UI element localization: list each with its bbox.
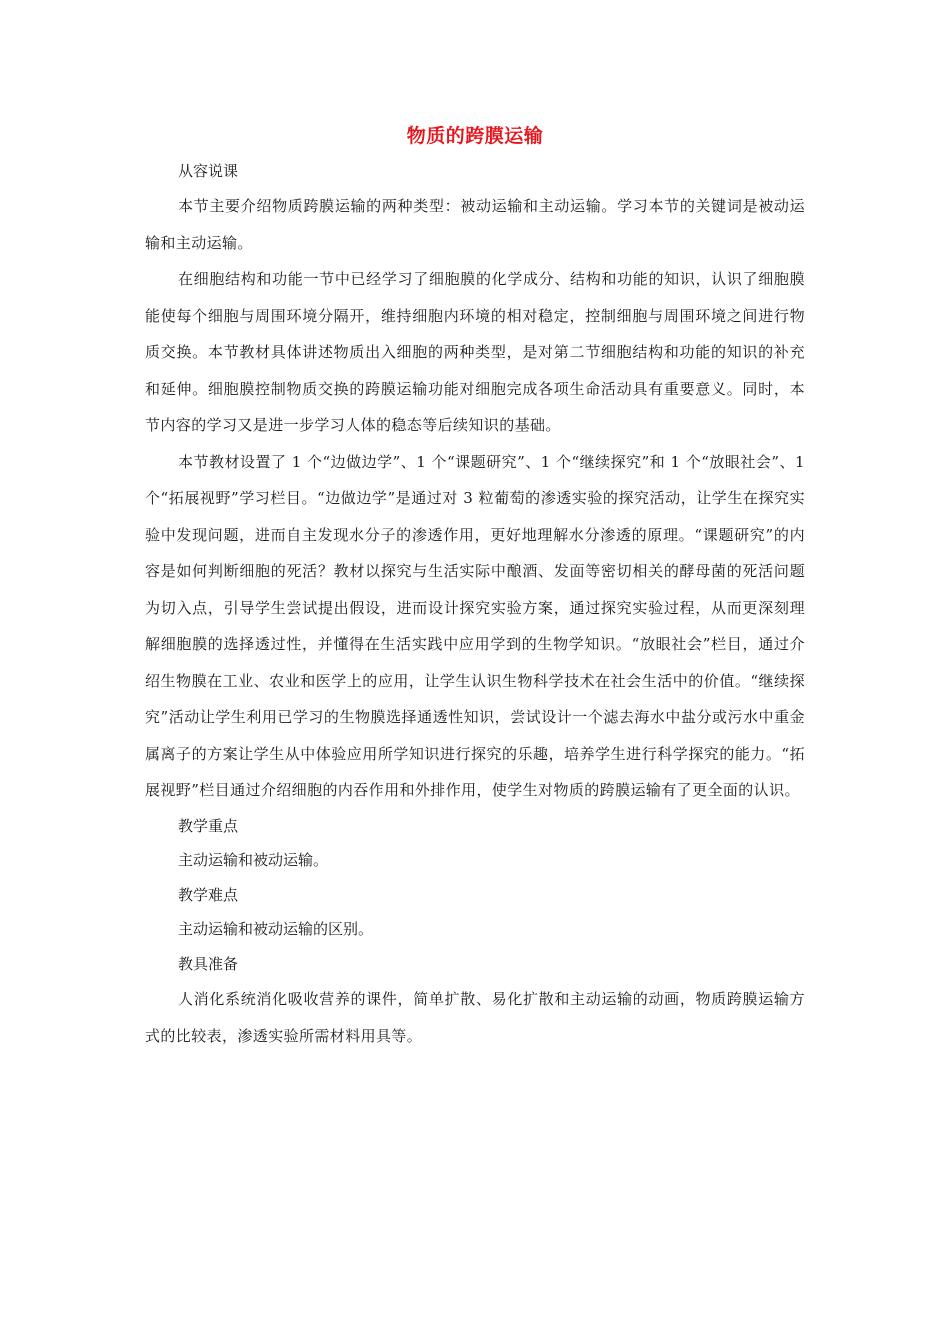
paragraph-intro: 本节主要介绍物质跨膜运输的两种类型：被动运输和主动运输。学习本节的关键词是被动运输和主动运输。	[145, 197, 805, 252]
section-heading: 从容说课	[178, 162, 239, 180]
materials-text: 人消化系统消化吸收营养的课件，简单扩散、易化扩散和主动运输的动画，物质跨膜运输方式的比较表，渗透实验所需材料用具等。	[145, 990, 805, 1045]
difficulty-text: 主动运输和被动运输的区别。	[178, 920, 374, 938]
document-page	[145, 122, 805, 1054]
paragraph-background: 在细胞结构和功能一节中已经学习了细胞膜的化学成分、结构和功能的知识，认识了细胞膜能使每个细胞与周围环境分隔开，维持细胞内环境的相对稳定，控制细胞与周围环境之间进行物质交换。本节教材具体讲述物质出入细胞的两种类型，是对第二节细胞结构和功能的知识的补充和延伸。细胞膜控制物质交换的跨膜运输功能对细胞完成各项生命活动具有重要意义。同时，本节内容的学习又是进一步学习人体的稳态等后续知识的基础。	[145, 270, 805, 434]
difficulty-heading: 教学难点	[178, 885, 239, 904]
materials-heading: 教具准备	[178, 954, 239, 973]
paragraph-columns: 本节教材设置了 1 个“边做边学”、1 个“课题研究”、1 个“继续探究”和 1 个“放眼社会”、1 个“拓展视野”学习栏目。“边做边学”是通过对 3 粒葡萄的渗透实验的探究活动，让学生在探究实验中发现问题，进而自主发现水分子的渗透作用，更好地理解水分渗透的原理。“课题研究”的内容是如何判断细胞的死活？教材以探究与生活实际中酿酒、发面等密切相关的酵母菌的死活问题为切入点，引导学生尝试提出假设，进而设计探究实验方案，通过探究实验过程，从而更深刻理解细胞膜的选择透过性，并懂得在生活实践中应用学到的生物学知识。“放眼社会”栏目，通过介绍生物膜在工业、农业和医学上的应用，让学生认识生物科学技术在社会生活中的价值。“继续探究”活动让学生利用已学习的生物膜选择通透性知识，尝试设计一个滤去海水中盐分或污水中重金属离子的方案让学生从中体验应用所学知识进行探究的乐趣，培养学生进行科学探究的能力。“拓展视野”栏目通过介绍细胞的内吞作用和外排作用，使学生对物质的跨膜运输有了更全面的认识。	[145, 452, 805, 799]
key-point-heading: 教学重点	[178, 816, 239, 835]
key-point-text: 主动运输和被动运输。	[178, 851, 329, 869]
document-title: 物质的跨膜运输	[406, 125, 544, 147]
